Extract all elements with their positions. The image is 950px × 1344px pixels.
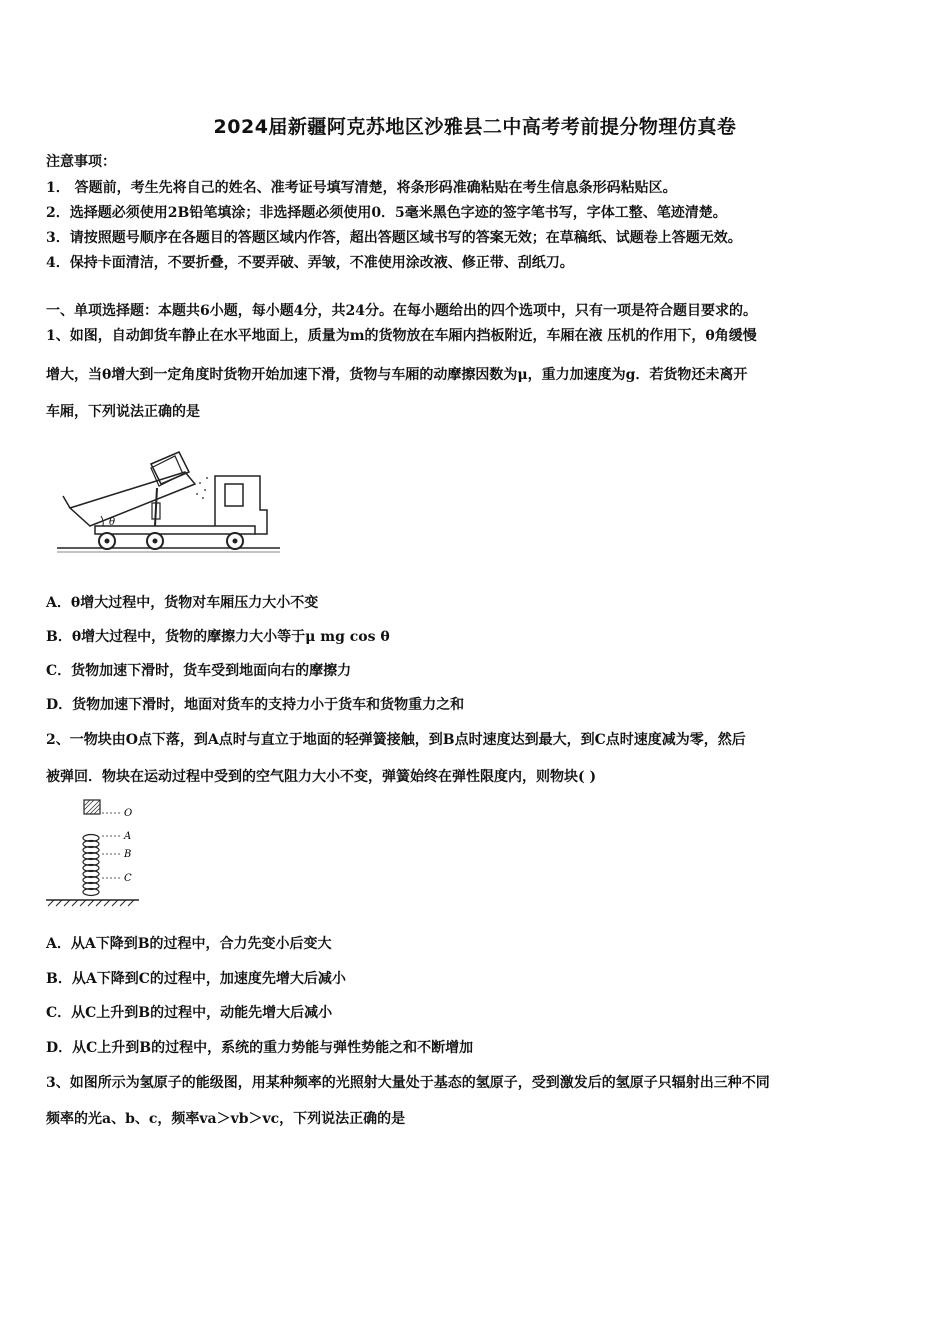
q3-stem-line: 频率的光a、b、c，频率va＞vb＞vc，下列说法正确的是 <box>46 1111 406 1127</box>
q2-stem-line: 被弹回．物块在运动过程中受到的空气阻力大小不变，弹簧始终在弹性限度内，则物块( ) <box>46 769 597 785</box>
page-title: 2024届新疆阿克苏地区沙雅县二中高考考前提分物理仿真卷 <box>213 116 737 138</box>
label-b: B <box>124 849 132 860</box>
label-a: A <box>124 831 132 842</box>
q2-option-d: D．从C上升到B的过程中，系统的重力势能与弹性势能之和不断增加 <box>46 1040 474 1056</box>
dump-truck-figure <box>55 428 285 563</box>
q1-stem-line: 车厢，下列说法正确的是 <box>46 404 200 420</box>
spring-figure <box>44 796 154 911</box>
q1-option-c: C．货物加速下滑时，货车受到地面向右的摩擦力 <box>46 663 352 679</box>
q1-option-a: A．θ增大过程中，货物对车厢压力大小不变 <box>46 595 319 611</box>
q1-option-b: B．θ增大过程中，货物的摩擦力大小等于μ mg cos θ <box>46 629 390 645</box>
section-heading: 一、单项选择题：本题共6小题，每小题4分，共24分。在每小题给出的四个选项中，只有一项是符合题目要求的。 <box>46 303 757 319</box>
q1-stem-line: 1、如图，自动卸货车静止在水平地面上，质量为m的货物放在车厢内挡板附近，车厢在液 压机的作用下，θ角缓慢 <box>46 328 757 344</box>
notice-item: 4．保持卡面清洁，不要折叠，不要弄破、弄皱，不准使用涂改液、修正带、刮纸刀。 <box>46 255 574 271</box>
q3-stem-line: 3、如图所示为氢原子的能级图，用某种频率的光照射大量处于基态的氢原子，受到激发后的氢原子只辐射出三种不同 <box>46 1075 770 1091</box>
label-c: C <box>124 873 132 884</box>
notice-item: 3．请按照题号顺序在各题目的答题区域内作答，超出答题区域书写的答案无效；在草稿纸、试题卷上答题无效。 <box>46 230 742 246</box>
notice-item: 2．选择题必须使用2B铅笔填涂；非选择题必须使用0．5毫米黑色字迹的签字笔书写，字体工整、笔迹清楚。 <box>46 205 727 221</box>
q1-option-d: D．货物加速下滑时，地面对货车的支持力小于货车和货物重力之和 <box>46 697 465 713</box>
q2-stem-line: 2、一物块由O点下落，到A点时与直立于地面的轻弹簧接触，到B点时速度达到最大，到C点时速度减为零，然后 <box>46 732 746 748</box>
notice-item: 1． 答题前，考生先将自己的姓名、准考证号填写清楚，将条形码准确粘贴在考生信息条形码粘贴区。 <box>46 180 677 196</box>
q2-option-c: C．从C上升到B的过程中，动能先增大后减小 <box>46 1005 333 1021</box>
q2-option-a: A．从A下降到B的过程中，合力先变小后变大 <box>46 936 332 952</box>
theta-label: θ <box>109 517 116 528</box>
notice-heading: 注意事项： <box>46 154 116 170</box>
q2-option-b: B．从A下降到C的过程中，加速度先增大后减小 <box>46 971 346 987</box>
q1-stem-line: 增大，当θ增大到一定角度时货物开始加速下滑，货物与车厢的动摩擦因数为μ，重力加速度为g．若货物还未离开 <box>46 367 748 383</box>
label-o: O <box>124 808 133 819</box>
